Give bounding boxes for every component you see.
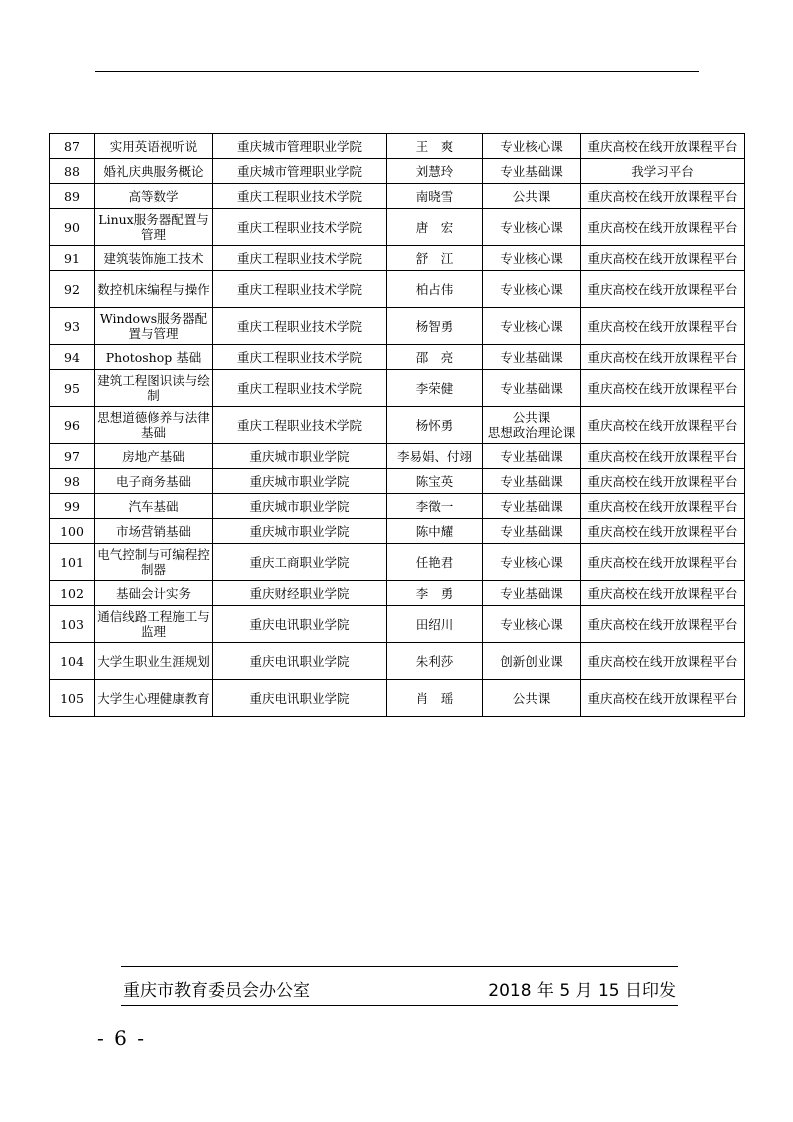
school-name: 重庆工商职业学院 xyxy=(213,544,387,581)
table-row xyxy=(50,184,745,209)
teacher-name: 唐 宏 xyxy=(387,209,483,246)
row-number: 92 xyxy=(50,271,95,308)
course-name: 婚礼庆典服务概论 xyxy=(95,159,213,184)
row-number: 90 xyxy=(50,209,95,246)
table-row xyxy=(50,271,745,308)
platform-name: 重庆高校在线开放课程平台 xyxy=(581,345,745,370)
school-name: 重庆工程职业技术学院 xyxy=(213,345,387,370)
school-name: 重庆电讯职业学院 xyxy=(213,680,387,717)
platform-name: 重庆高校在线开放课程平台 xyxy=(581,134,745,159)
table-row xyxy=(50,407,745,444)
table-row xyxy=(50,643,745,680)
row-number: 97 xyxy=(50,444,95,469)
course-type: 创新创业课 xyxy=(483,643,581,680)
platform-name: 我学习平台 xyxy=(581,159,745,184)
course-type: 公共课 xyxy=(483,680,581,717)
course-name: 基础会计实务 xyxy=(95,581,213,606)
table-row xyxy=(50,469,745,494)
row-number: 93 xyxy=(50,308,95,345)
table-row xyxy=(50,680,745,717)
table-row xyxy=(50,345,745,370)
table-row xyxy=(50,544,745,581)
row-number: 104 xyxy=(50,643,95,680)
teacher-name: 邵 亮 xyxy=(387,345,483,370)
course-name: 建筑工程图识读与绘制 xyxy=(95,370,213,407)
teacher-name: 任艳君 xyxy=(387,544,483,581)
course-name: 房地产基础 xyxy=(95,444,213,469)
row-number: 88 xyxy=(50,159,95,184)
footer-band xyxy=(121,966,678,1006)
teacher-name: 杨智勇 xyxy=(387,308,483,345)
course-type: 专业基础课 xyxy=(483,494,581,519)
platform-name: 重庆高校在线开放课程平台 xyxy=(581,581,745,606)
row-number: 89 xyxy=(50,184,95,209)
course-type: 公共课 xyxy=(483,184,581,209)
row-number: 95 xyxy=(50,370,95,407)
teacher-name: 陈宝英 xyxy=(387,469,483,494)
school-name: 重庆工程职业技术学院 xyxy=(213,209,387,246)
school-name: 重庆城市管理职业学院 xyxy=(213,159,387,184)
course-name: 电子商务基础 xyxy=(95,469,213,494)
course-type: 专业基础课 xyxy=(483,370,581,407)
course-type: 专业基础课 xyxy=(483,581,581,606)
platform-name: 重庆高校在线开放课程平台 xyxy=(581,308,745,345)
table-row xyxy=(50,494,745,519)
table-row xyxy=(50,581,745,606)
course-name: Windows服务器配置与管理 xyxy=(95,308,213,345)
teacher-name: 李 勇 xyxy=(387,581,483,606)
issue-date: 2018 年 5 月 15 日印发 xyxy=(488,981,676,1001)
school-name: 重庆电讯职业学院 xyxy=(213,643,387,680)
platform-name: 重庆高校在线开放课程平台 xyxy=(581,680,745,717)
teacher-name: 陈中耀 xyxy=(387,519,483,544)
platform-name: 重庆高校在线开放课程平台 xyxy=(581,606,745,643)
school-name: 重庆工程职业技术学院 xyxy=(213,370,387,407)
teacher-name: 杨怀勇 xyxy=(387,407,483,444)
platform-name: 重庆高校在线开放课程平台 xyxy=(581,370,745,407)
course-type: 专业基础课 xyxy=(483,345,581,370)
school-name: 重庆工程职业技术学院 xyxy=(213,271,387,308)
course-type: 专业核心课 xyxy=(483,134,581,159)
course-name: 大学生职业生涯规划 xyxy=(95,643,213,680)
course-name: 高等数学 xyxy=(95,184,213,209)
table-row xyxy=(50,159,745,184)
table-row xyxy=(50,606,745,643)
table-row xyxy=(50,209,745,246)
row-number: 101 xyxy=(50,544,95,581)
course-type: 专业核心课 xyxy=(483,246,581,271)
teacher-name: 李易娟、付翊 xyxy=(387,444,483,469)
table-row xyxy=(50,246,745,271)
school-name: 重庆工程职业技术学院 xyxy=(213,184,387,209)
course-name: 实用英语视听说 xyxy=(95,134,213,159)
row-number: 96 xyxy=(50,407,95,444)
course-type: 专业核心课 xyxy=(483,544,581,581)
platform-name: 重庆高校在线开放课程平台 xyxy=(581,643,745,680)
course-type: 专业基础课 xyxy=(483,159,581,184)
teacher-name: 李荣健 xyxy=(387,370,483,407)
row-number: 105 xyxy=(50,680,95,717)
row-number: 103 xyxy=(50,606,95,643)
school-name: 重庆财经职业学院 xyxy=(213,581,387,606)
platform-name: 重庆高校在线开放课程平台 xyxy=(581,544,745,581)
course-type: 专业核心课 xyxy=(483,271,581,308)
platform-name: 重庆高校在线开放课程平台 xyxy=(581,407,745,444)
teacher-name: 南晓雪 xyxy=(387,184,483,209)
course-name: Linux服务器配置与管理 xyxy=(95,209,213,246)
course-type: 专业核心课 xyxy=(483,308,581,345)
course-table xyxy=(49,133,745,717)
page-number: - 6 - xyxy=(97,1026,146,1050)
course-type: 专业核心课 xyxy=(483,209,581,246)
course-name: 建筑装饰施工技术 xyxy=(95,246,213,271)
course-type: 专业基础课 xyxy=(483,519,581,544)
school-name: 重庆城市职业学院 xyxy=(213,519,387,544)
school-name: 重庆城市职业学院 xyxy=(213,494,387,519)
row-number: 87 xyxy=(50,134,95,159)
teacher-name: 柏占伟 xyxy=(387,271,483,308)
course-name: 汽车基础 xyxy=(95,494,213,519)
header-rule xyxy=(95,71,699,72)
platform-name: 重庆高校在线开放课程平台 xyxy=(581,209,745,246)
school-name: 重庆工程职业技术学院 xyxy=(213,407,387,444)
teacher-name: 李徵一 xyxy=(387,494,483,519)
table-row xyxy=(50,134,745,159)
course-type: 专业基础课 xyxy=(483,444,581,469)
issuing-office: 重庆市教育委员会办公室 xyxy=(123,981,310,1001)
course-name: 数控机床编程与操作 xyxy=(95,271,213,308)
platform-name: 重庆高校在线开放课程平台 xyxy=(581,246,745,271)
row-number: 100 xyxy=(50,519,95,544)
course-type: 专业核心课 xyxy=(483,606,581,643)
teacher-name: 田绍川 xyxy=(387,606,483,643)
row-number: 91 xyxy=(50,246,95,271)
school-name: 重庆城市管理职业学院 xyxy=(213,134,387,159)
course-table-body xyxy=(50,134,745,717)
course-name: Photoshop 基础 xyxy=(95,345,213,370)
course-type: 公共课 思想政治理论课 xyxy=(483,407,581,444)
teacher-name: 刘慧玲 xyxy=(387,159,483,184)
course-type: 专业基础课 xyxy=(483,469,581,494)
platform-name: 重庆高校在线开放课程平台 xyxy=(581,519,745,544)
platform-name: 重庆高校在线开放课程平台 xyxy=(581,469,745,494)
table-row xyxy=(50,370,745,407)
teacher-name: 朱利莎 xyxy=(387,643,483,680)
platform-name: 重庆高校在线开放课程平台 xyxy=(581,271,745,308)
row-number: 102 xyxy=(50,581,95,606)
course-name: 市场营销基础 xyxy=(95,519,213,544)
platform-name: 重庆高校在线开放课程平台 xyxy=(581,444,745,469)
teacher-name: 王 爽 xyxy=(387,134,483,159)
teacher-name: 肖 瑶 xyxy=(387,680,483,717)
school-name: 重庆工程职业技术学院 xyxy=(213,246,387,271)
school-name: 重庆电讯职业学院 xyxy=(213,606,387,643)
teacher-name: 舒 江 xyxy=(387,246,483,271)
school-name: 重庆城市职业学院 xyxy=(213,469,387,494)
table-row xyxy=(50,308,745,345)
course-name: 大学生心理健康教育 xyxy=(95,680,213,717)
platform-name: 重庆高校在线开放课程平台 xyxy=(581,184,745,209)
platform-name: 重庆高校在线开放课程平台 xyxy=(581,494,745,519)
school-name: 重庆工程职业技术学院 xyxy=(213,308,387,345)
row-number: 94 xyxy=(50,345,95,370)
row-number: 99 xyxy=(50,494,95,519)
course-name: 电气控制与可编程控制器 xyxy=(95,544,213,581)
table-row xyxy=(50,519,745,544)
course-name: 思想道德修养与法律基础 xyxy=(95,407,213,444)
course-name: 通信线路工程施工与监理 xyxy=(95,606,213,643)
school-name: 重庆城市职业学院 xyxy=(213,444,387,469)
table-row xyxy=(50,444,745,469)
row-number: 98 xyxy=(50,469,95,494)
